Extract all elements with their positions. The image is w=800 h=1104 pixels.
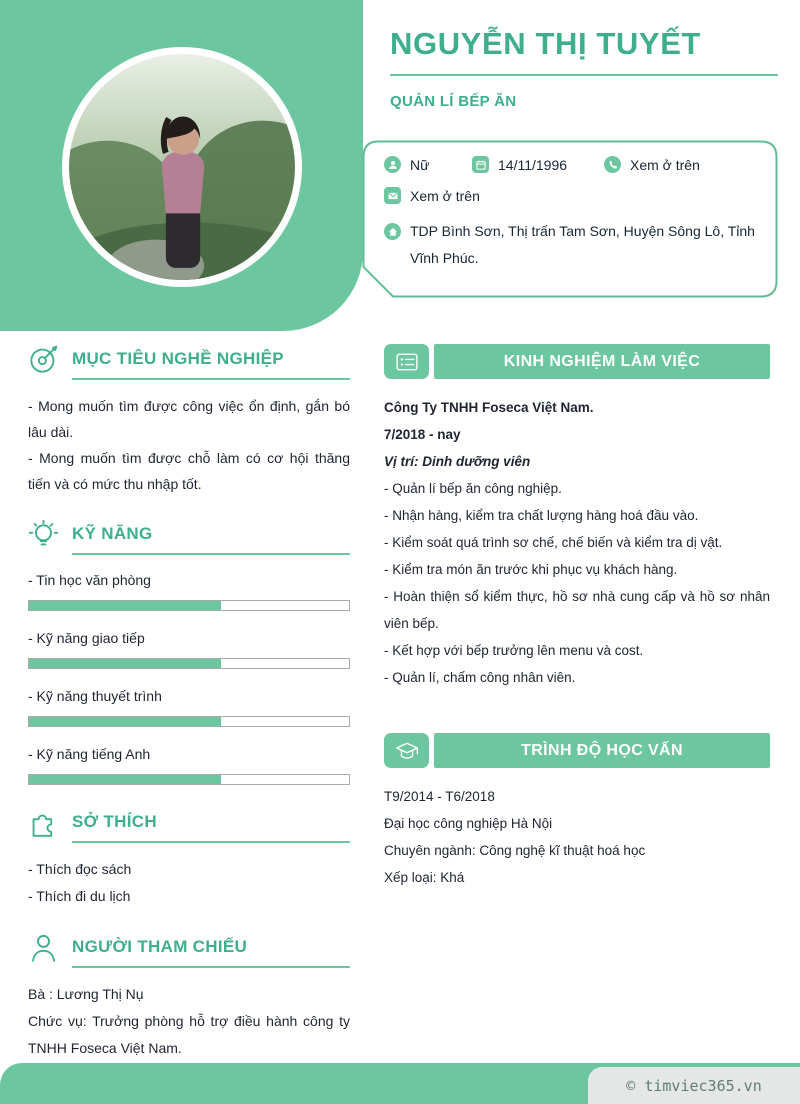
contact-row-1 (384, 156, 762, 173)
candidate-name: NGUYỄN THỊ TUYẾT (390, 26, 778, 76)
skills-list (28, 568, 350, 785)
contact-row-2 (384, 187, 762, 204)
experience-heading: KINH NGHIỆM LÀM VIỆC (434, 344, 770, 379)
mail-icon (384, 187, 401, 204)
skill-item (28, 626, 350, 669)
text-line: - Kết hợp với bếp trưởng lên menu và cost. (384, 643, 644, 658)
text-line: Chuyên ngành: Công nghệ kĩ thuật hoá học (384, 843, 646, 858)
section-skills (28, 519, 350, 785)
experience-duties (384, 475, 770, 691)
lightbulb-icon (28, 519, 59, 550)
clipboard-list-icon (384, 344, 429, 379)
home-icon (384, 223, 401, 240)
calendar-icon (472, 156, 489, 173)
text-line: - Kiểm soát quá trình sơ chế, chế biến và kiểm tra dị vật. (384, 535, 723, 550)
left-column (28, 344, 350, 1104)
skills-heading: KỸ NĂNG (72, 524, 350, 555)
brand-credit: © timviec365.vn (588, 1067, 800, 1104)
graduation-cap-icon (384, 733, 429, 768)
education-header (384, 733, 770, 768)
header (390, 26, 778, 110)
skill-item (28, 742, 350, 785)
skill-item (28, 684, 350, 727)
reference-heading: NGƯỜI THAM CHIẾU (72, 937, 350, 968)
text-line: - Hoàn thiện sổ kiểm thực, hồ sơ nhà cung cấp và hồ sơ nhân viên bếp. (384, 589, 770, 631)
text-line: - Mong muốn tìm được công việc ổn định, gắn bó lâu dài. (28, 398, 350, 440)
skill-bar (28, 716, 350, 727)
skill-bar (28, 600, 350, 611)
contact-card (362, 140, 778, 298)
text-line: - Thích đi du lịch (28, 888, 131, 904)
footer-bar (0, 1063, 800, 1104)
skill-label: - Tin học văn phòng (28, 572, 151, 588)
text-line: - Thích đọc sách (28, 861, 132, 877)
hobbies-heading: SỞ THÍCH (72, 812, 350, 843)
experience-company: Công Ty TNHH Foseca Việt Nam. (384, 400, 594, 415)
person-silhouette (162, 117, 204, 268)
contact-row-3 (384, 218, 762, 272)
gender-value: Nữ (410, 156, 430, 173)
education-heading: TRÌNH ĐỘ HỌC VẤN (434, 733, 770, 768)
job-title: QUẢN LÍ BẾP ĂN (390, 93, 517, 110)
experience-period: 7/2018 - nay (384, 427, 461, 442)
phone-icon (604, 156, 621, 173)
profile-photo (69, 54, 295, 280)
objective-heading: MỤC TIÊU NGHỀ NGHIỆP (72, 349, 350, 380)
experience-header (384, 344, 770, 379)
phone-value: Xem ở trên (630, 156, 700, 173)
objective-text (28, 393, 350, 497)
section-objective (28, 344, 350, 497)
skill-label: - Kỹ năng tiếng Anh (28, 746, 151, 762)
puzzle-icon (28, 807, 59, 838)
skill-item (28, 568, 350, 611)
experience-details (384, 394, 770, 691)
experience-position: Vị trí: Dinh dưỡng viên (384, 454, 531, 469)
text-line: T9/2014 - T6/2018 (384, 789, 495, 804)
skill-label: - Kỹ năng giao tiếp (28, 630, 145, 646)
skill-fill (29, 601, 221, 610)
text-line: Xếp loại: Khá (384, 870, 465, 885)
education-details (384, 783, 770, 891)
skill-bar (28, 774, 350, 785)
birthday-value: 14/11/1996 (498, 156, 568, 173)
section-hobbies (28, 807, 350, 910)
text-line: Chức vụ: Trưởng phòng hỗ trợ điều hành công ty TNHH Foseca Việt Nam. (28, 1013, 350, 1056)
email-value: Xem ở trên (410, 187, 480, 204)
right-column (384, 344, 770, 891)
text-line: - Quản lí, chấm công nhân viên. (384, 670, 576, 685)
target-pen-icon (28, 344, 59, 375)
hobbies-text (28, 856, 350, 910)
text-line: Đại học công nghiệp Hà Nội (384, 816, 553, 831)
skill-fill (29, 659, 221, 668)
skill-label: - Kỹ năng thuyết trình (28, 688, 162, 704)
text-line: Bà : Lương Thị Nụ (28, 986, 144, 1002)
address-value: TDP Bình Sơn, Thị trấn Tam Sơn, Huyện Sông Lô, Tỉnh Vĩnh Phúc. (410, 223, 755, 266)
skill-bar (28, 658, 350, 669)
text-line: - Kiểm tra món ăn trước khi phục vụ khách hàng. (384, 562, 678, 577)
profile-photo-frame (62, 47, 302, 287)
text-line: - Mong muốn tìm được chỗ làm có cơ hội thăng tiến và có mức thu nhập tốt. (28, 450, 350, 492)
text-line: - Quản lí bếp ăn công nghiệp. (384, 481, 562, 496)
skill-fill (29, 717, 221, 726)
person-icon (384, 156, 401, 173)
text-line: - Nhận hàng, kiểm tra chất lượng hàng hoá đầu vào. (384, 508, 699, 523)
skill-fill (29, 775, 221, 784)
person-outline-icon (28, 932, 59, 963)
